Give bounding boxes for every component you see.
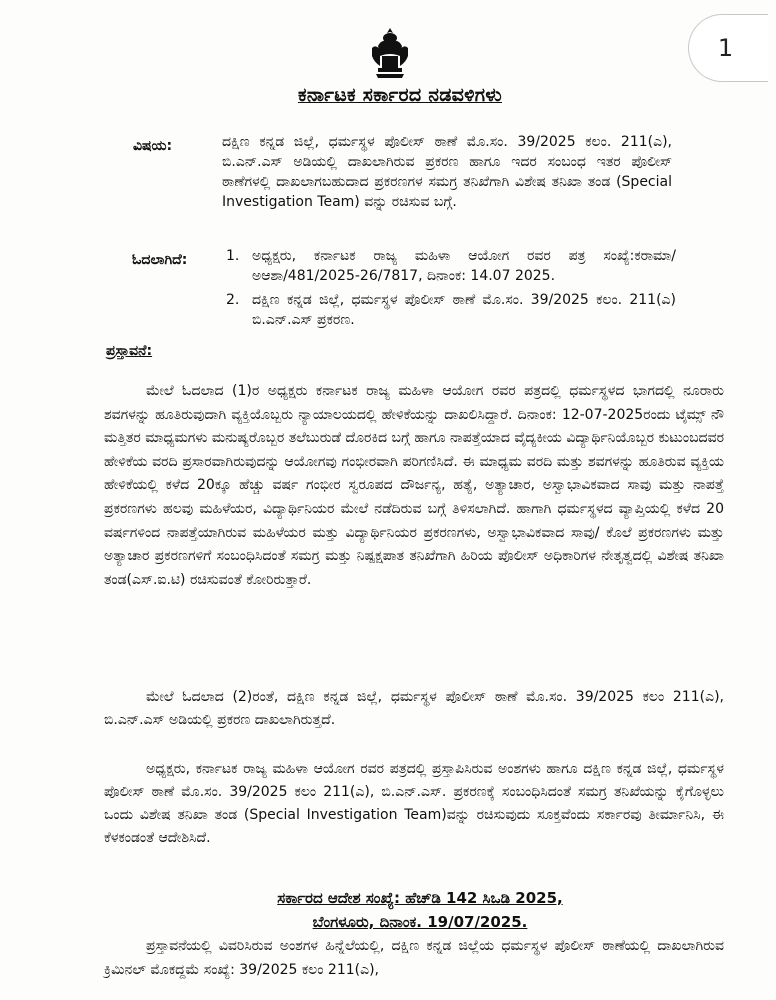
karnataka-state-emblem-icon [368, 26, 412, 80]
preamble-paragraph-3: ಅಧ್ಯಕ್ಷರು, ಕರ್ನಾಟಕ ರಾಜ್ಯ ಮಹಿಳಾ ಆಯೋಗ ರವರ ಪತ್ರದಲ್ಲಿ ಪ್ರಸ್ತಾಪಿಸಿರುವ ಅಂಶಗಳು ಹಾಗೂ ದಕ್ಷಿಣ ಕನ್ನಡ ಜಿಲ್ಲೆ, ಧರ್ಮಸ್ಥಳ ಪೊಲೀಸ್ ಠಾಣೆ ಮೊ.ಸಂ. 39/2025 ಕಲಂ 211(ಎ), ಬಿ.ಎನ್.ಎಸ್. ಪ್ರಕರಣಕ್ಕೆ ಸಂಬಂಧಿಸಿದಂತೆ ಸಮಗ್ರ ತನಿಖೆಯನ್ನು ಕೈಗೊಳ್ಳಲು ಒಂದು ವಿಶೇಷ ತನಿಖಾ ತಂಡ (Special Investigation Team)ವನ್ನು ರಚಿಸುವುದು ಸೂಕ್ತವೆಂದು ಸರ್ಕಾರವು ತೀರ್ಮಾನಿಸಿ, ಈ ಕೆಳಕಂಡಂತೆ ಆದೇಶಿಸಿದೆ. [104, 761, 724, 846]
page-number-badge [688, 14, 768, 82]
reference-number: 1. [226, 248, 240, 264]
document-title: ಕರ್ನಾಟಕ ಸರ್ಕಾರದ ನಡವಳಿಗಳು [297, 84, 503, 106]
order-heading [200, 886, 640, 934]
subject-label: ವಿಷಯ: [133, 138, 173, 154]
order-number: ಸರ್ಕಾರದ ಆದೇಶ ಸಂಖ್ಯೆ: ಹೆಚ್‌ಡಿ 142 ಸಿಒಡಿ 2025, [277, 889, 563, 907]
reference-text: ಅಧ್ಯಕ್ಷರು, ಕರ್ನಾಟಕ ರಾಜ್ಯ ಮಹಿಳಾ ಆಯೋಗ ರವರ ಪತ್ರ ಸಂಖ್ಯೆ:ಕರಾಮಾ/ಅಆಶಾ/481/2025-26/7817, ದಿನಾಂಕ: 14.07 2025. [252, 248, 676, 284]
preamble-heading: ಪ್ರಸ್ತಾವನೆ: [106, 343, 153, 359]
reference-item [226, 290, 676, 330]
reference-text: ದಕ್ಷಿಣ ಕನ್ನಡ ಜಿಲ್ಲೆ, ಧರ್ಮಸ್ಥಳ ಪೊಲೀಸ್ ಠಾಣೆ ಮೊ.ಸಂ. 39/2025 ಕಲಂ. 211(ಎ) ಬಿ.ಎನ್.ಎಸ್ ಪ್ರಕರಣ. [252, 292, 676, 328]
reference-item [226, 246, 676, 286]
page-number: 1 [717, 34, 734, 62]
references-label: ಓದಲಾಗಿದೆ: [132, 252, 188, 268]
reference-number: 2. [226, 292, 240, 308]
references-list [226, 246, 676, 334]
order-place-date: ಬೆಂಗಳೂರು, ದಿನಾಂಕ. 19/07/2025. [312, 913, 528, 931]
subject-text: ದಕ್ಷಿಣ ಕನ್ನಡ ಜಿಲ್ಲೆ, ಧರ್ಮಸ್ಥಳ ಪೊಲೀಸ್ ಠಾಣೆ ಮೊ.ಸಂ. 39/2025 ಕಲಂ. 211(ಎ), ಬಿ.ಎನ್.ಎಸ್ ಅಡಿಯಲ್ಲಿ ದಾಖಲಾಗಿರುವ ಪ್ರಕರಣ ಹಾಗೂ ಇದರ ಸಂಬಂಧ ಇತರ ಪೊಲೀಸ್ ಠಾಣೆಗಳಲ್ಲಿ ದಾಖಲಾಗಬಹುದಾದ ಪ್ರಕರಣಗಳ ಸಮಗ್ರ ತನಿಖೆಗಾಗಿ ವಿಶೇಷ ತನಿಖಾ ತಂಡ (Special Investigation Team) ವನ್ನು ರಚಿಸುವ ಬಗ್ಗೆ. [222, 134, 672, 210]
preamble-paragraph-2: ಮೇಲೆ ಓದಲಾದ (2)ರಂತೆ, ದಕ್ಷಿಣ ಕನ್ನಡ ಜಿಲ್ಲೆ, ಧರ್ಮಸ್ಥಳ ಪೊಲೀಸ್ ಠಾಣೆ ಮೊ.ಸಂ. 39/2025 ಕಲಂ 211(ಎ), ಬಿ.ಎನ್.ಎಸ್ ಅಡಿಯಲ್ಲಿ ಪ್ರಕರಣ ದಾಖಲಾಗಿರುತ್ತದೆ. [104, 689, 724, 728]
order-paragraph: ಪ್ರಸ್ತಾವನೆಯಲ್ಲಿ ವಿವರಿಸಿರುವ ಅಂಶಗಳ ಹಿನ್ನೆಲೆಯಲ್ಲಿ, ದಕ್ಷಿಣ ಕನ್ನಡ ಜಿಲ್ಲೆಯ ಧರ್ಮಸ್ಥಳ ಪೊಲೀಸ್ ಠಾಣೆಯಲ್ಲಿ ದಾಖಲಾಗಿರುವ ಕ್ರಿಮಿನಲ್ ಮೊಕದ್ದಮೆ ಸಂಖ್ಯೆ: 39/2025 ಕಲಂ 211(ಎ), [104, 938, 724, 978]
preamble-paragraph-1: ಮೇಲೆ ಓದಲಾದ (1)ರ ಅಧ್ಯಕ್ಷರು ಕರ್ನಾಟಕ ರಾಜ್ಯ ಮಹಿಳಾ ಆಯೋಗ ರವರ ಪತ್ರದಲ್ಲಿ ಧರ್ಮಸ್ಥಳದ ಭಾಗದಲ್ಲಿ ನೂರಾರು ಶವಗಳನ್ನು ಹೂತಿರುವುದಾಗಿ ವ್ಯಕ್ತಿಯೊಬ್ಬರು ನ್ಯಾಯಾಲಯದಲ್ಲಿ ಹೇಳಿಕೆಯನ್ನು ದಾಖಲಿಸಿದ್ದಾರೆ. ದಿನಾಂಕ: 12-07-2025ರಂದು ಟೈಮ್ಸ್ ನೌ ಮತ್ತಿತರ ಮಾಧ್ಯಮಗಳು ಮನುಷ್ಯರೊಬ್ಬರ ತಲೆಬುರುಡೆ ದೊರಕಿದ ಬಗ್ಗೆ ಹಾಗೂ ನಾಪತ್ತೆಯಾದ ವೈದ್ಯಕೀಯ ವಿದ್ಯಾರ್ಥಿನಿಯೊಬ್ಬರ ಕುಟುಂಬದವರ ಹೇಳಿಕೆಯ ವರದಿ ಪ್ರಸಾರವಾಗಿರುವುದನ್ನು ಆಯೋಗವು ಗಂಭೀರವಾಗಿ ಪರಿಗಣಿಸಿದೆ. ಈ ಮಾಧ್ಯಮ ವರದಿ ಮತ್ತು ಶವಗಳನ್ನು ಹೂತಿರುವ ವ್ಯಕ್ತಿಯ ಹೇಳಿಕೆಯಲ್ಲಿ ಕಳೆದ 20ಕ್ಕೂ ಹೆಚ್ಚು ವರ್ಷ ಗಂಭೀರ ಸ್ವರೂಪದ ದೌರ್ಜನ್ಯ, ಹತ್ಯೆ, ಅತ್ಯಾಚಾರ, ಅಸ್ವಾಭಾವಿಕವಾದ ಸಾವು ಮತ್ತು ನಾಪತ್ತೆ ಪ್ರಕರಣಗಳು ಹಲವು ಮಹಿಳೆಯರ, ವಿದ್ಯಾರ್ಥಿನಿಯರ ಮೇಲೆ ನಡೆದಿರುವ ಬಗ್ಗೆ ತಿಳಿಸಲಾಗಿದೆ. ಹಾಗಾಗಿ ಧರ್ಮಸ್ಥಳದ ವ್ಯಾಪ್ತಿಯಲ್ಲಿ ಕಳೆದ 20 ವರ್ಷಗಳಿಂದ ನಾಪತ್ತೆಯಾಗಿರುವ ಮಹಿಳೆಯರ ಮತ್ತು ವಿದ್ಯಾರ್ಥಿನಿಯರ ಪ್ರಕರಣಗಳು, ಅಸ್ವಾಭಾವಿಕವಾದ ಸಾವು/ ಕೊಲೆ ಪ್ರಕರಣಗಳು ಮತ್ತು ಅತ್ಯಾಚಾರ ಪ್ರಕರಣಗಳಿಗೆ ಸಂಬಂಧಿಸಿದಂತೆ ಸಮಗ್ರ ಮತ್ತು ನಿಷ್ಪಕ್ಷಪಾತ ತನಿಖೆಗಾಗಿ ಹಿರಿಯ ಪೊಲೀಸ್ ಅಧಿಕಾರಿಗಳ ನೇತೃತ್ವದಲ್ಲಿ ವಿಶೇಷ ತನಿಖಾ ತಂಡ(ಎಸ್.ಐ.ಟಿ) ರಚಿಸುವಂತೆ ಕೋರಿರುತ್ತಾರೆ. [104, 383, 724, 588]
